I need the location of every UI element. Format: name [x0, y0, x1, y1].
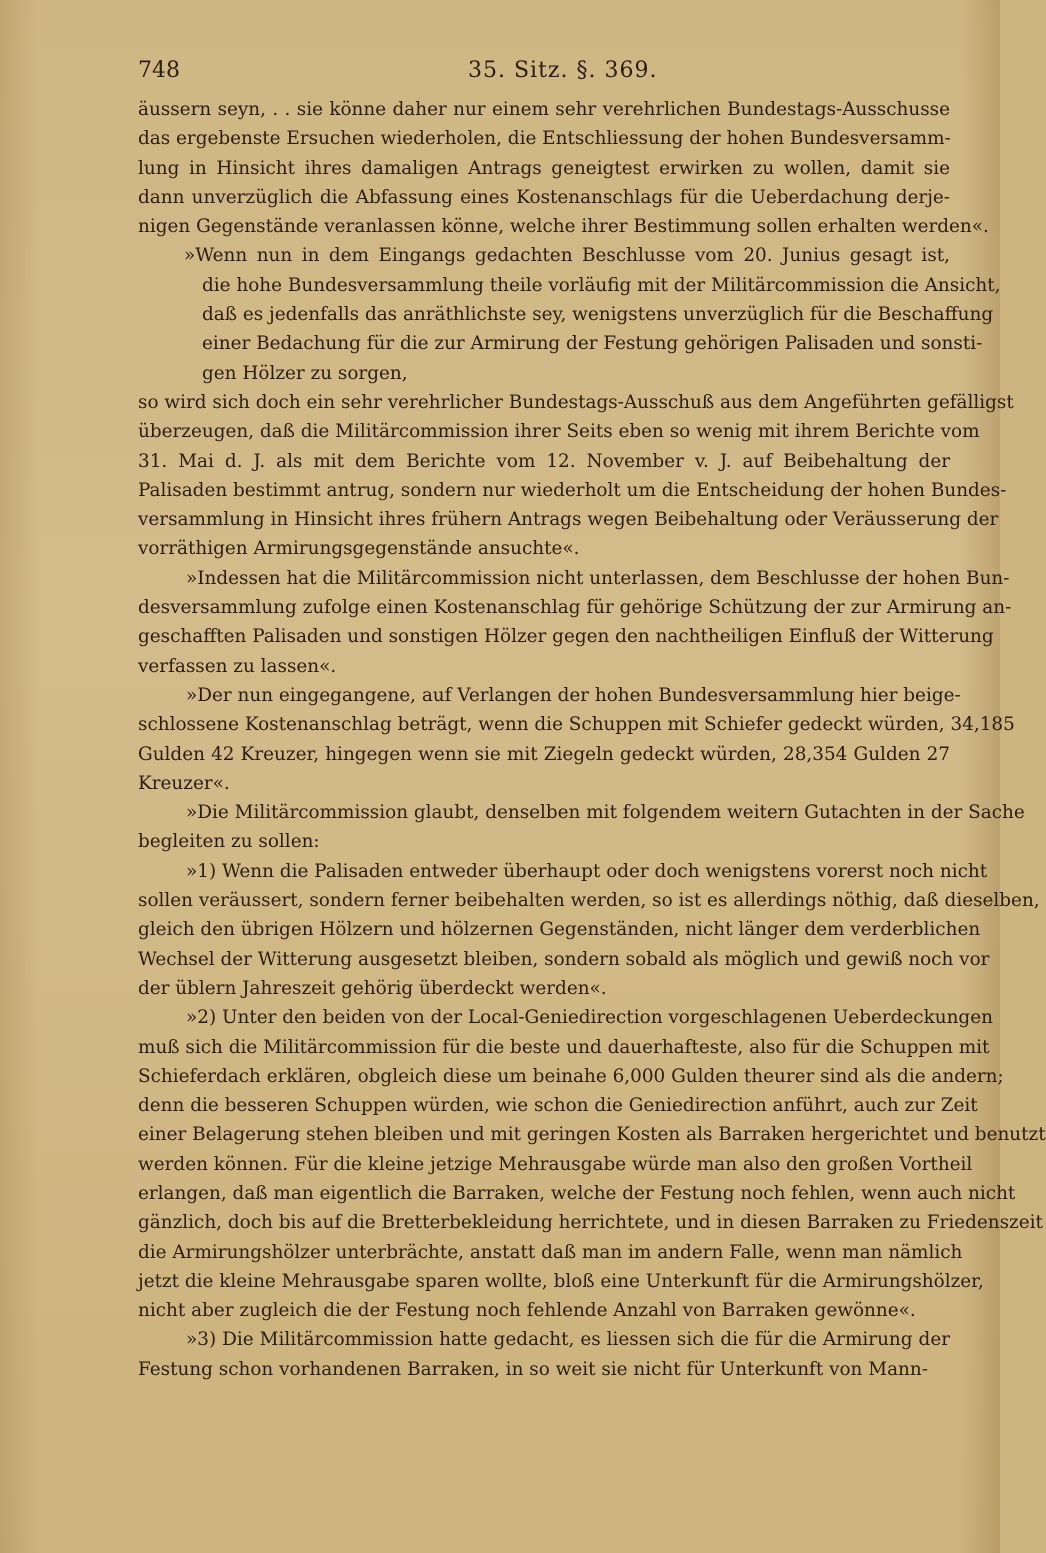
paragraph: [138, 95, 989, 241]
text-line: 31. Mai d. J. als mit dem Berichte vom 12. November v. J. auf Beibehaltung der: [138, 450, 950, 472]
text-line: »Wenn nun in dem Eingangs gedachten Beschlusse vom 20. Junius gesagt ist,: [184, 245, 950, 267]
paragraph: [138, 1003, 1046, 1325]
text-line: daß es jedenfalls das anräthlichste sey, wenigstens unverzüglich für die Beschaffung: [202, 304, 994, 326]
paragraph: [138, 1325, 950, 1384]
text-line: »3) Die Militärcommission hatte gedacht, es liessen sich die für die Armirung der: [186, 1329, 950, 1351]
text-line: »1) Wenn die Palisaden entweder überhaupt oder doch wenigstens vorerst noch nicht: [186, 860, 988, 882]
body-text: [138, 95, 1046, 1384]
text-line: verfassen zu lassen«.: [138, 655, 337, 677]
text-line: äussern seyn, . . sie könne daher nur einem sehr verehrlichen Bundestags-Ausschusse: [138, 99, 950, 120]
paragraph: [138, 798, 1025, 857]
running-head: 35. Sitz. §. 369.: [468, 58, 658, 83]
text-line: denn die besseren Schuppen würden, wie schon die Geniedirection anführt, auch zur Zeit: [138, 1095, 978, 1117]
text-line: begleiten zu sollen:: [138, 831, 320, 853]
text-line: Gulden 42 Kreuzer, hingegen wenn sie mit Ziegeln gedeckt würden, 28,354 Gulden 27: [138, 743, 950, 765]
text-line: Palisaden bestimmt antrug, sondern nur wiederholt um die Entscheidung der hohen Bundes-: [138, 479, 1007, 501]
text-line: desversammlung zufolge einen Kostenanschlag für gehörige Schützung der zur Armirung an-: [138, 597, 1012, 619]
text-line: geschafften Palisaden und sonstigen Hölzer gegen den nachtheiligen Einfluß der Witterung: [138, 626, 994, 648]
text-line: gen Hölzer zu sorgen,: [202, 362, 408, 384]
text-line: sollen veräussert, sondern ferner beibehalten werden, so ist es allerdings nöthig, daß dieselben,: [138, 890, 1040, 912]
text-line: die Armirungshölzer unterbrächte, anstatt daß man im andern Falle, wenn man nämlich: [138, 1241, 963, 1263]
text-line: die hohe Bundesversammlung theile vorläufig mit der Militärcommission die Ansicht,: [202, 274, 1001, 296]
paragraph: [138, 857, 1040, 1003]
text-line: der üblern Jahreszeit gehörig überdeckt werden«.: [138, 977, 607, 999]
text-line: erlangen, daß man eigentlich die Barraken, welche der Festung noch fehlen, wenn auch nicht: [138, 1182, 1016, 1204]
text-line: gleich den übrigen Hölzern und hölzernen Gegenständen, nicht länger dem verderblichen: [138, 919, 981, 941]
text-line: Festung schon vorhandenen Barraken, in so weit sie nicht für Unterkunft von Mann-: [138, 1358, 928, 1380]
text-line: vorräthigen Armirungsgegenstände ansuchte«.: [138, 538, 580, 560]
paragraph: [138, 241, 1001, 387]
paragraph: [138, 564, 1012, 681]
text-line: nigen Gegenstände veranlassen könne, welche ihrer Bestimmung sollen erhalten werden«.: [138, 216, 989, 238]
text-line: überzeugen, daß die Militärcommission ihrer Seits eben so wenig mit ihrem Berichte vom: [138, 421, 980, 443]
text-line: »Der nun eingegangene, auf Verlangen der hohen Bundesversammlung hier beige-: [186, 684, 961, 706]
text-line: Kreuzer«.: [138, 772, 230, 794]
paragraph: [138, 681, 1015, 798]
text-line: das ergebenste Ersuchen wiederholen, die Entschliessung der hohen Bundesversamm-: [138, 128, 951, 150]
text-line: dann unverzüglich die Abfassung eines Kostenanschlags für die Ueberdachung derje-: [138, 186, 950, 208]
page-header: [138, 58, 958, 92]
text-line: »2) Unter den beiden von der Local-Geniedirection vorgeschlagenen Ueberdeckungen: [186, 1007, 993, 1029]
text-line: einer Bedachung für die zur Armirung der Festung gehörigen Palisaden und sonsti-: [202, 333, 983, 355]
text-line: so wird sich doch ein sehr verehrlicher Bundestags-Ausschuß aus dem Angeführten gefälligst: [138, 391, 1014, 413]
text-line: »Die Militärcommission glaubt, denselben mit folgendem weitern Gutachten in der Sache: [186, 802, 1025, 824]
text-line: schlossene Kostenanschlag beträgt, wenn die Schuppen mit Schiefer gedeckt würden, 34,185: [138, 714, 1015, 736]
text-line: gänzlich, doch bis auf die Bretterbekleidung herrichtete, und in diesen Barraken zu Friedenszeit: [138, 1212, 1043, 1234]
text-line: nicht aber zugleich die der Festung noch fehlende Anzahl von Barraken gewönne«.: [138, 1300, 916, 1322]
paragraph: [138, 388, 1014, 564]
text-line: muß sich die Militärcommission für die beste und dauerhafteste, also für die Schuppen mit: [138, 1036, 990, 1058]
text-line: Wechsel der Witterung ausgesetzt bleiben, sondern sobald als möglich und gewiß noch vor: [138, 948, 990, 970]
text-line: lung in Hinsicht ihres damaligen Antrags geneigtest erwirken zu wollen, damit sie: [138, 157, 950, 179]
text-line: versammlung in Hinsicht ihres frühern Antrags wegen Beibehaltung oder Veräusserung der: [138, 509, 999, 531]
text-line: Schieferdach erklären, obgleich diese um beinahe 6,000 Gulden theurer sind als die andern;: [138, 1065, 1004, 1087]
text-line: jetzt die kleine Mehrausgabe sparen wollte, bloß eine Unterkunft für die Armirungshölzer,: [138, 1270, 984, 1292]
page-number: 748: [138, 58, 180, 83]
text-line: »Indessen hat die Militärcommission nicht unterlassen, dem Beschlusse der hohen Bun-: [186, 567, 1010, 589]
text-line: werden können. Für die kleine jetzige Mehrausgabe würde man also den großen Vortheil: [138, 1153, 973, 1175]
text-line: einer Belagerung stehen bleiben und mit geringen Kosten als Barraken hergerichtet und benutzt: [138, 1124, 1046, 1146]
